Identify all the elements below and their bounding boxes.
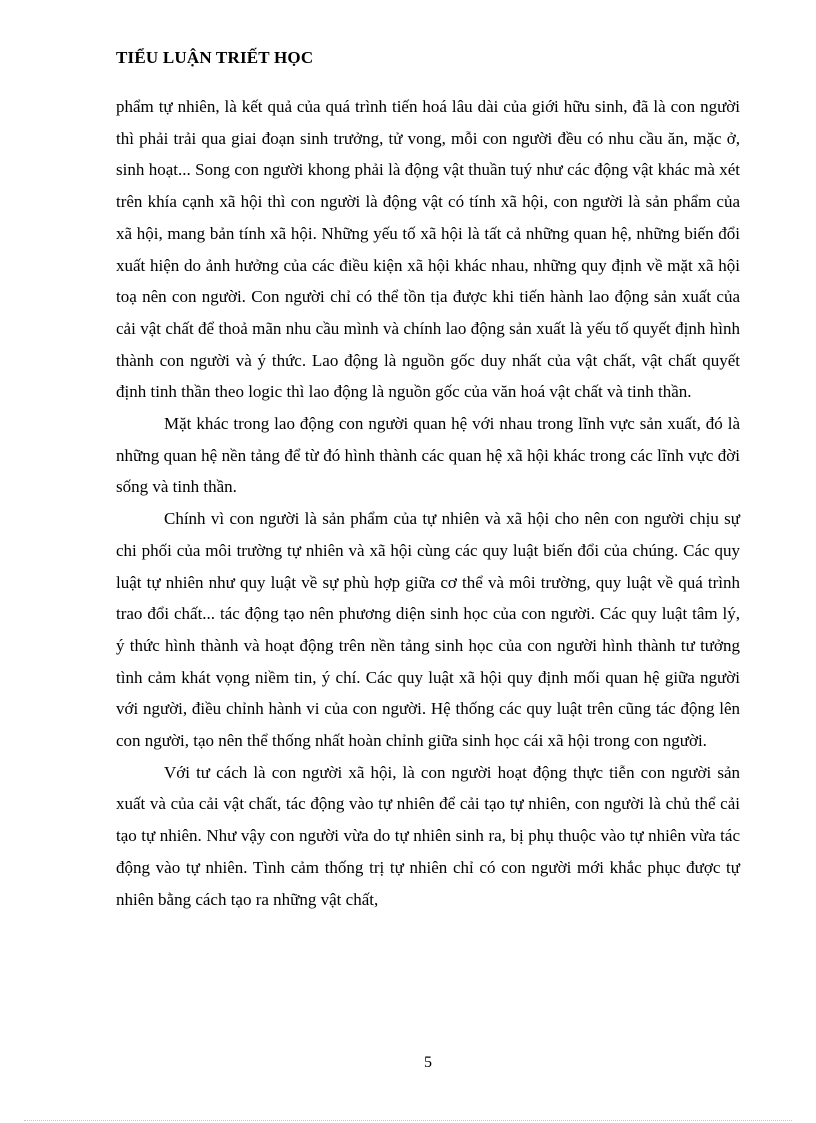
page-number: 5 <box>424 1054 432 1071</box>
paragraph-4: Với tư cách là con người xã hội, là con người hoạt động thực tiễn con người sản xuất và của cải vật chất, tác động vào tự nhiên để cải tạo tự nhiên, con người là chủ thể cải tạo tự nhiên. Như vậy con người vừa do tự nhiên sinh ra, bị phụ thuộc vào tự nhiên vừa tác động vào tự nhiên. Tình cảm thống trị tự nhiên chỉ có con người mới khắc phục được tự nhiên bằng cách tạo ra những vật chất, <box>116 762 740 909</box>
paragraph-1: phẩm tự nhiên, là kết quả của quá trình tiến hoá lâu dài của giới hữu sinh, đã là con người thì phải trải qua giai đoạn sinh trưởng, tử vong, mỗi con người đều có nhu cầu ăn, mặc ở, sinh hoạt... Song con người khong phải là động vật thuần tuý như các động vật khác mà xét trên khía cạnh xã hội thì con người là động vật có tính xã hội, con người là sản phẩm của xã hội, mang bản tính xã hội. Những yếu tố xã hội là tất cả những quan hệ, những biến đổi xuất hiện do ảnh hưởng của các điều kiện xã hội khác nhau, những quy định về mặt xã hội toạ nên con người. Con người chỉ có thể tồn tịa được khi tiến hành lao động sản xuất của cải vật chất để thoả mãn nhu cầu mình và chính lao động sản xuất là yếu tố quyết định hình thành con người và ý thức. Lao động là nguồn gốc duy nhất của vật chất, vật chất quyết định tinh thần theo logic thì lao động là nguồn gốc của văn hoá vật chất và tinh thần. <box>116 97 740 402</box>
page-bottom-divider <box>24 1120 792 1121</box>
page-header-title: TIỂU LUẬN TRIẾT HỌC <box>116 48 314 67</box>
paragraph-3: Chính vì con người là sản phẩm của tự nhiên và xã hội cho nên con người chịu sự chi phối của môi trường tự nhiên và xã hội cùng các quy luật biến đổi của chúng. Các quy luật tự nhiên như quy luật về sự phù hợp giữa cơ thể và môi trường, quy luật về quá trình trao đổi chất... tác động tạo nên phương diện sinh học của con người. Các quy luật tâm lý, ý thức hình thành và hoạt động trên nền tảng sinh học của con người hình thành tư tưởng tình cảm khát vọng niềm tin, ý chí. Các quy luật xã hội quy định mối quan hệ giữa người với người, điều chỉnh hành vi của con người. Hệ thống các quy luật trên cũng tác động lên con người, tạo nên thể thống nhất hoàn chỉnh giữa sinh học cái xã hội trong con người. <box>116 509 740 751</box>
body-text <box>116 91 740 915</box>
paragraph-2: Mặt khác trong lao động con người quan hệ với nhau trong lĩnh vực sản xuất, đó là những quan hệ nền tảng để từ đó hình thành các quan hệ xã hội khác trong các lĩnh vực đời sống và tinh thần. <box>116 414 740 497</box>
